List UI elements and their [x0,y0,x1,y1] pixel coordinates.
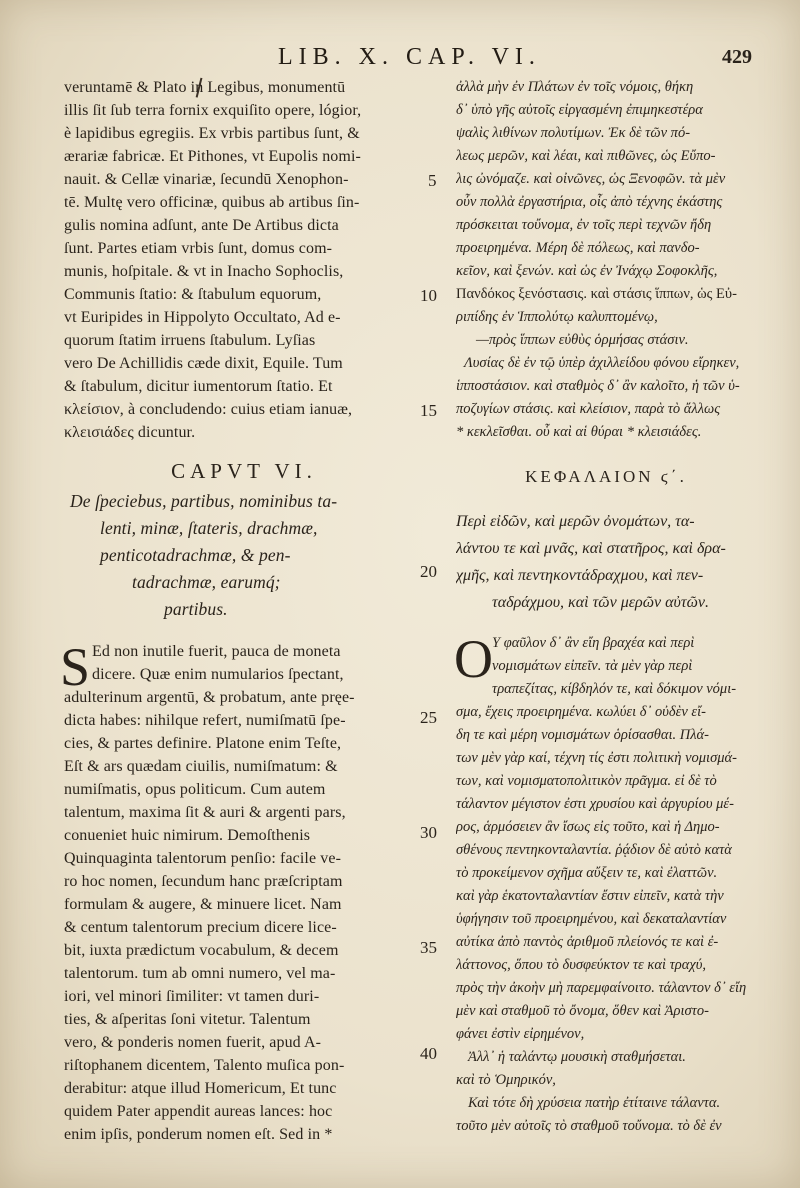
latin-line: κλεισιάδες dicuntur. [64,424,196,441]
latin-line: Communis ſtatio: & ſtabulum equorum, [64,286,322,303]
greek-line: ρος, ἁρμόσειεν ἂν ἴσως εἰς τοῦτο, καὶ ἡ Δημο- [456,819,720,835]
greek-line: οὖν πολλὰ ἐργαστήρια, οἷς ἀπὸ τέχνης ἑκάστης [456,194,723,210]
greek-line: νομισμάτων εἰπεῖν. τὰ μὲν γὰρ περὶ [492,658,693,674]
greek-line: λάττονος, ὅπου τὸ δυσφεύκτον τε καὶ τραχύ, [456,957,707,973]
latin-line: dicta habes: nihilque refert, numiſmatū ſpe- [64,712,346,729]
greek-dropcap: Ο [454,629,493,689]
latin-line: iori, vel minori ſimiliter: vt tamen duri- [64,988,320,1005]
latin-line: gulis nomina adſunt, ante De Artibus dicta [64,217,339,234]
greek-body [456,701,756,1138]
latin-first-para-start [92,640,424,686]
summary-line: χμῆς, καὶ πεντηκοντάδραχμου, καὶ πεν- [456,567,704,584]
latin-line: Ed non inutile fuerit, pauca de moneta [92,643,341,660]
latin-line: formulam & augere, & minuere licet. Nam [64,896,342,913]
greek-line: των μὲν γὰρ καί, τέχνη τίς ἐστι πολιτικὴ νομισμά- [456,750,737,766]
latin-line: derabitur: atque illud Homericum, Et tunc [64,1080,337,1097]
latin-chapter-block [64,454,424,623]
latin-dropcap: S [60,637,91,697]
summary-line: lenti, minæ, ſtateris, drachmæ, [100,518,318,538]
greek-line: Πανδόκος ξενόστασις. καὶ στάσις ἵππων, ὡς Εὐ- [456,286,737,302]
latin-line: vero De Achillidis cæde dixit, Equile. Tum [64,355,343,372]
latin-line: ærariæ fabricæ. Et Pithones, vt Eupolis nomi- [64,148,361,165]
latin-line: vero, & ponderis nomen fuerit, apud A- [64,1034,322,1051]
greek-line: λις ὠνόμαζε. καὶ οἰνῶνες, ὡς Ξενοφῶν. τὰ μὲν [456,171,726,187]
line-number: 30 [420,823,437,842]
summary-line: λάντου τε καὶ μνᾶς, καὶ στατῆρος, καὶ δρα- [456,540,726,557]
latin-line: enim ipſis, ponderum nomen eſt. Sed in * [64,1126,333,1143]
greek-line: τραπεζίτας, κίβδηλόν τε, καὶ δόκιμον νόμι- [492,681,737,697]
latin-line: ſunt. Partes etiam vrbis ſunt, domus com- [64,240,333,257]
latin-line: talentorum. tum ab omni numero, vel ma- [64,965,336,982]
latin-line: Eſt & ars quædam ciuilis, numiſmatum: & [64,758,338,775]
latin-line: quorum ſtatim irruens ſtabulum. Lyſias [64,332,316,349]
summary-line: penticotadrachmæ, & pen- [100,545,291,565]
greek-first-para-start [492,632,756,701]
latin-line: dicere. Quæ enim numularios ſpectant, [92,666,344,683]
greek-line: λεως μερῶν, καὶ λέαι, καὶ πιθῶνες, ὡς Εὔπο- [456,148,716,164]
summary-line: Περὶ εἰδῶν, καὶ μερῶν ὀνομάτων, τα- [456,513,695,530]
greek-line: ἀλλὰ μὴν ἐν Πλάτων ἐν τοῖς νόμοις, θήκη [456,79,694,95]
latin-body [64,686,424,1146]
greek-line: δ᾽ ὑπὸ γῆς αὐτοῖς εἰργασμένη ἐπιμηκεστέρα [456,102,703,118]
latin-line: riſtophanem dicentem, Talento muſica pon- [64,1057,345,1074]
line-number: 40 [420,1044,437,1063]
latin-line: vt Euripides in Hippolyto Occultato, Ad e- [64,309,341,326]
greek-line: φάνει ἐστὶν εἰρημένον, [456,1026,585,1042]
greek-line: σμα, ἔχεις προειρημένα. κωλύει δ᾽ οὐδὲν εἴ- [456,704,706,720]
greek-line: * κεκλεῖσθαι. οὗ καὶ αἱ θύραι * κλεισιάδες. [456,424,702,440]
latin-line: veruntamē & Plato in Legibus, monumentū [64,79,346,96]
greek-line: Ἀλλ᾽ ἡ ταλάντῳ μουσικὴ σταθμήσεται. [468,1049,686,1065]
latin-line: munis, hoſpitale. & vt in Inacho Sophoclis, [64,263,344,280]
line-number: 10 [420,286,437,305]
latin-line: ties, & aſperitas ſoni vitetur. Talentum [64,1011,311,1028]
greek-line: μὲν καὶ σταθμοῦ τὸ ὄνομα, ὅθεν καὶ Ἀριστο- [456,1003,709,1019]
greek-line: των, καὶ νομισματοπολιτικὸν πρᾶγμα. εἰ δὲ τὸ [456,773,717,789]
running-head: LIB. X. CAP. VI. [278,44,541,70]
line-number: 25 [420,708,437,727]
latin-line: conueniet huic nimirum. Demoſthenis [64,827,311,844]
greek-line: σθένους πεντηκονταλαντία. ῥᾴδιον δὲ αὐτὸ κατὰ [456,842,732,858]
greek-line: Καὶ τότε δὴ χρύσεια πατὴρ ἐτίταινε τάλαντα. [468,1095,721,1111]
greek-line: τὸ προκείμενον σχῆμα αὔξειν τε, καὶ ἐλαττῶν. [456,865,718,881]
greek-line: ποζυγίων στάσις. καὶ κλείσιον, παρὰ τὸ ἄλλως [456,401,721,417]
latin-line: talentum, maxima ſit & auri & argenti pars, [64,804,346,821]
greek-chapter-block [456,460,756,616]
line-number: 5 [428,171,437,190]
greek-line: ψαλὶς λιθίνων πολυτίμων. Ἐκ δὲ τῶν πό- [456,125,691,141]
latin-chapter-heading: CAPVT VI. [171,459,317,483]
greek-line: καὶ τὸ Ὁμηρικόν, [456,1072,556,1088]
latin-line: cies, & partes definire. Platone enim Teſte, [64,735,342,752]
latin-line: Quinquaginta talentorum penſio: facile ve- [64,850,341,867]
latin-line: numiſmatis, opus politicum. Cum autem [64,781,326,798]
latin-line: & ſtabulum, dicitur iumentorum ſtatio. Et [64,378,333,395]
greek-line: ὑφήγησιν τοῦ προειρημένου, καὶ δεκαταλαντίαν [456,911,727,927]
greek-column-top [456,76,756,444]
latin-line: tē. Multę vero officinæ, quibus ab artibus ſin- [64,194,360,211]
greek-chapter-heading: ΚΕΦΑΛΑΙΟΝ ϛ΄. [525,467,687,486]
greek-line: κεῖον, καὶ ξενών. καὶ ὡς ἐν Ἰνάχῳ Σοφοκλῆς, [456,263,718,279]
summary-line: De ſpeciebus, partibus, nominibus ta- [70,491,338,511]
greek-line: δη τε καὶ μέρη νομισμάτων ὁρίσασθαι. Πλά- [456,727,709,743]
latin-line: nauit. & Cellæ vinariæ, ſecundū Xenophon- [64,171,349,188]
greek-line: ἱπποστάσιον. καὶ σταθμὸς δ᾽ ἂν καλοῖτο, ἡ τῶν ὑ- [456,378,740,394]
greek-line: τάλαντον μέγιστον ἐστι χρυσίου καὶ ἀργυρίου μέ- [456,796,734,812]
greek-line: καὶ γὰρ ἑκατονταλαντίαν ἔστιν εἰπεῖν, κατὰ τὴν [456,888,724,904]
latin-line: quidem Pater appendit aureas lances: hoc [64,1103,333,1120]
latin-column-top [64,76,424,444]
line-number: 35 [420,938,437,957]
summary-line: partibus. [164,599,228,619]
greek-line: ριπίδης ἐν Ἱππολύτῳ καλυπτομένῳ, [456,309,658,325]
greek-line: Υ φαῦλον δ᾽ ἂν εἴη βραχέα καὶ περὶ [492,635,695,651]
greek-line: τοῦτο μὲν αὐτοῖς τὸ σταθμοῦ τοὔνομα. τὸ δὲ ἐν [456,1118,722,1134]
greek-line: αὐτίκα ἀπὸ παντὸς ἀριθμοῦ πλείονός τε καὶ ἐ- [456,934,719,950]
latin-line: ro hoc nomen, ſecundum hanc præſcriptam [64,873,343,890]
greek-line: —πρὸς ἵππων εὐθὺς ὁρμήσας στάσιν. [476,332,689,348]
latin-chapter-summary [64,488,424,623]
greek-line: Λυσίας δὲ ἐν τῷ ὑπὲρ ἀχιλλείδου φόνου εἴρηκεν, [464,355,740,371]
greek-line: πρόσκειται τοὔνομα, ἐν τοῖς περὶ τεχνῶν ἤδη [456,217,712,233]
greek-line: πρὸς τὴν ἀκοὴν μὴ παρεμφαίνοιτο. τάλαντον δ᾽ εἴη [456,980,747,996]
latin-line: κλείσιον, à concludendo: cuius etiam ianuæ, [64,401,353,418]
summary-line: tadrachmæ, earumq́; [132,572,281,592]
page-header [0,44,800,74]
latin-line: illis ſit ſub terra fornix exquiſito opere, lógior, [64,102,362,119]
latin-line: & centum talentorum precium dicere lice- [64,919,337,936]
greek-line: προειρημένα. Μέρη δὲ πόλεως, καὶ πανδο- [456,240,700,256]
summary-line: ταδράχμου, καὶ τῶν μερῶν αὐτῶν. [492,594,709,611]
line-number: 20 [420,562,437,581]
page-number: 429 [722,46,752,68]
latin-line: bit, iuxta prædictum vocabulum, & decem [64,942,339,959]
line-number: 15 [420,401,437,420]
greek-chapter-summary [456,508,756,616]
latin-line: adulterinum argentū, & probatum, ante pręe- [64,689,355,706]
latin-line: è lapidibus egregiis. Ex vrbis partibus ſunt, & [64,125,360,142]
